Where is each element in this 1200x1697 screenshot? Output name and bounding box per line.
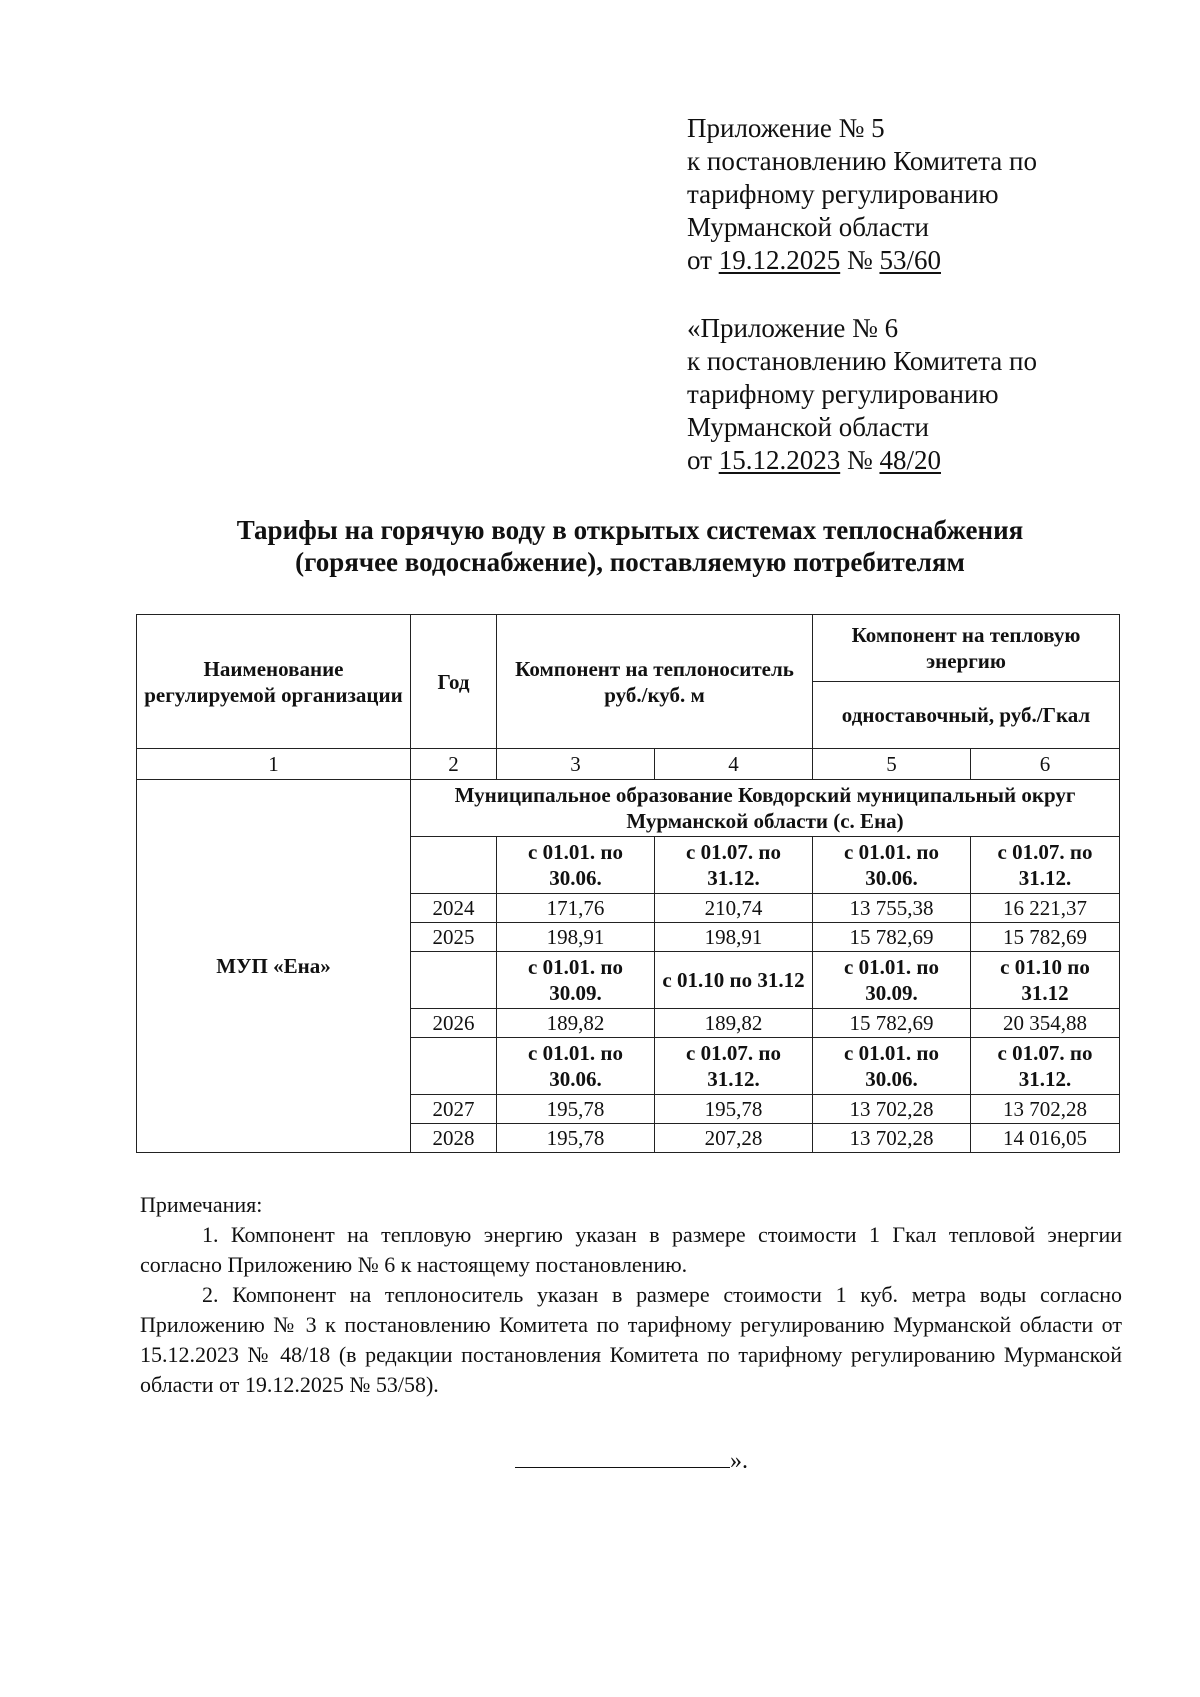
value-cell: 13 702,28 <box>813 1095 971 1124</box>
organization-name: МУП «Ена» <box>137 780 411 1153</box>
year-cell-empty <box>411 952 497 1009</box>
column-number: 1 <box>137 749 411 780</box>
appendix-date-line <box>687 244 1037 277</box>
year-cell: 2028 <box>411 1124 497 1153</box>
appendix-number: «Приложение № 6 <box>687 313 899 343</box>
closing-mark <box>515 1447 748 1475</box>
number-prefix: № <box>840 245 880 275</box>
title-line: (горячее водоснабжение), поставляемую потребителям <box>295 547 965 577</box>
value-cell: 13 702,28 <box>813 1124 971 1153</box>
value-cell: 189,82 <box>497 1009 655 1038</box>
header-energy-sub: одноставочный, руб./Гкал <box>813 682 1120 749</box>
value-cell: 195,78 <box>655 1095 813 1124</box>
value-cell: 195,78 <box>497 1095 655 1124</box>
year-cell: 2024 <box>411 894 497 923</box>
period-cell: с 01.01. по 30.09. <box>497 952 655 1009</box>
year-cell-empty <box>411 837 497 894</box>
note-item: 2. Компонент на теплоноситель указан в размере стоимости 1 куб. метра воды согласно Приложению № 3 к постановлению Комитета по тарифному регулированию Мурманской области от 15.12.2023 № 48/18 (в редакции постановления Комитета по тарифному регулированию Мурманской области от 19.12.2025 № 53/58). <box>140 1282 1122 1397</box>
appendix-line: тарифному регулированию <box>687 179 999 209</box>
period-cell: с 01.01. по 30.06. <box>813 837 971 894</box>
period-cell: с 01.01. по 30.06. <box>497 1038 655 1095</box>
notes-section <box>140 1190 1122 1400</box>
value-cell: 198,91 <box>497 923 655 952</box>
appendix-header <box>687 112 1037 277</box>
appendix-line: к постановлению Комитета по <box>687 146 1037 176</box>
year-cell: 2027 <box>411 1095 497 1124</box>
period-cell: с 01.10 по 31.12 <box>971 952 1120 1009</box>
value-cell: 16 221,37 <box>971 894 1120 923</box>
header-year: Год <box>411 615 497 749</box>
appendix-date: 19.12.2025 <box>718 245 841 275</box>
title-line: Тарифы на горячую воду в открытых системах теплоснабжения <box>236 515 1024 545</box>
notes-heading: Примечания: <box>140 1192 263 1217</box>
value-cell: 198,91 <box>655 923 813 952</box>
value-cell: 14 016,05 <box>971 1124 1120 1153</box>
period-cell: с 01.10 по 31.12 <box>655 952 813 1009</box>
column-number: 4 <box>655 749 813 780</box>
value-cell: 15 782,69 <box>813 1009 971 1038</box>
appendix-line: к постановлению Комитета по <box>687 346 1037 376</box>
year-cell-empty <box>411 1038 497 1095</box>
appendix-date-line <box>687 444 1037 477</box>
value-cell: 195,78 <box>497 1124 655 1153</box>
header-energy: Компонент на тепловую энергию <box>813 615 1120 682</box>
value-cell: 207,28 <box>655 1124 813 1153</box>
value-cell: 13 755,38 <box>813 894 971 923</box>
tariff-table <box>136 614 1120 1153</box>
column-number: 6 <box>971 749 1120 780</box>
appendix-line: тарифному регулированию <box>687 379 999 409</box>
date-prefix: от <box>687 245 719 275</box>
period-cell: с 01.01. по 30.06. <box>497 837 655 894</box>
appendix-line: Мурманской области <box>687 212 929 242</box>
date-prefix: от <box>687 445 719 475</box>
appendix-number: Приложение № 5 <box>687 113 885 143</box>
period-cell: с 01.01. по 30.06. <box>813 1038 971 1095</box>
value-cell: 13 702,28 <box>971 1095 1120 1124</box>
period-cell: с 01.07. по 31.12. <box>655 837 813 894</box>
appendix-line: Мурманской области <box>687 412 929 442</box>
column-number: 2 <box>411 749 497 780</box>
quoted-appendix-header <box>687 312 1037 477</box>
signature-line <box>515 1447 730 1468</box>
year-cell: 2025 <box>411 923 497 952</box>
value-cell: 171,76 <box>497 894 655 923</box>
value-cell: 15 782,69 <box>971 923 1120 952</box>
value-cell: 15 782,69 <box>813 923 971 952</box>
column-number: 3 <box>497 749 655 780</box>
period-cell: с 01.07. по 31.12. <box>971 837 1120 894</box>
appendix-date: 15.12.2023 <box>718 445 841 475</box>
period-cell: с 01.07. по 31.12. <box>971 1038 1120 1095</box>
appendix-doc-number: 48/20 <box>879 445 941 475</box>
header-carrier: Компонент на теплоноситель руб./куб. м <box>497 615 813 749</box>
value-cell: 189,82 <box>655 1009 813 1038</box>
period-cell: с 01.01. по 30.09. <box>813 952 971 1009</box>
column-number-row <box>137 749 1120 780</box>
value-cell: 210,74 <box>655 894 813 923</box>
header-org: Наименование регулируемой организации <box>137 615 411 749</box>
value-cell: 20 354,88 <box>971 1009 1120 1038</box>
appendix-doc-number: 53/60 <box>879 245 941 275</box>
column-number: 5 <box>813 749 971 780</box>
period-cell: с 01.07. по 31.12. <box>655 1038 813 1095</box>
municipality-row: Муниципальное образование Ковдорский муниципальный округ Мурманской области (с. Ена) <box>411 780 1120 837</box>
note-item: 1. Компонент на тепловую энергию указан в размере стоимости 1 Гкал тепловой энергии согласно Приложению № 6 к настоящему постановлению. <box>140 1222 1122 1277</box>
document-title <box>130 514 1130 578</box>
number-prefix: № <box>840 445 880 475</box>
closing-quote: ». <box>730 1448 748 1474</box>
year-cell: 2026 <box>411 1009 497 1038</box>
